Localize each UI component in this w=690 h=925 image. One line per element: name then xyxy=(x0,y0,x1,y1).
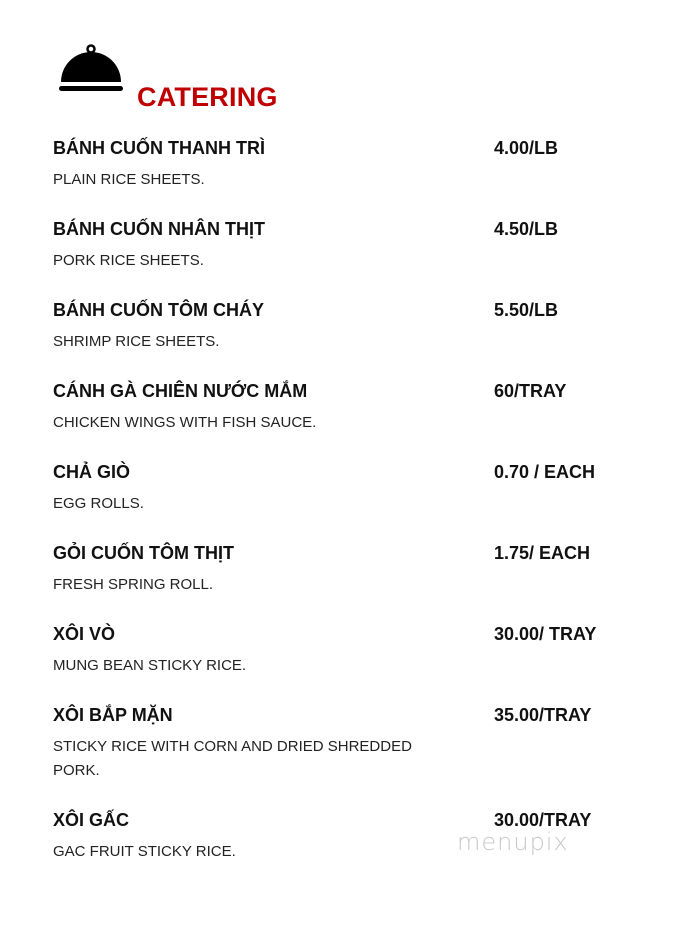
item-name: XÔI GẤC xyxy=(53,809,130,830)
item-description: PLAIN RICE SHEETS. xyxy=(53,171,205,188)
item-description: GAC FRUIT STICKY RICE. xyxy=(53,843,236,860)
menu-item xyxy=(53,290,653,371)
item-name: CHẢ GIÒ xyxy=(53,461,131,482)
item-price: 1.75/ EACH xyxy=(494,542,591,563)
item-name: BÁNH CUỐN NHÂN THỊT xyxy=(53,218,265,239)
item-description: STICKY RICE WITH CORN AND DRIED SHREDDED PORK. xyxy=(53,738,412,779)
item-description: FRESH SPRING ROLL. xyxy=(53,576,214,593)
item-name: BÁNH CUỐN THANH TRÌ xyxy=(53,137,265,158)
item-description: SHRIMP RICE SHEETS. xyxy=(53,333,220,350)
item-price: 0.70 / EACH xyxy=(494,461,596,482)
item-header xyxy=(53,371,653,411)
menu-item xyxy=(53,209,653,290)
item-description: PORK RICE SHEETS. xyxy=(53,252,204,269)
cloche-icon xyxy=(58,44,124,94)
item-price: 30.00/TRAY xyxy=(494,809,592,830)
item-price: 35.00/TRAY xyxy=(494,704,592,725)
menu-item xyxy=(53,695,653,800)
watermark: menupix xyxy=(457,828,569,856)
menu-item xyxy=(53,371,653,452)
item-name: CÁNH GÀ CHIÊN NƯỚC MẮM xyxy=(53,380,308,401)
item-name: XÔI VÒ xyxy=(53,623,116,644)
menu-item xyxy=(53,533,653,614)
item-name: GỎI CUỐN TÔM THỊT xyxy=(53,542,234,563)
menu-list xyxy=(53,128,653,881)
menu-item xyxy=(53,452,653,533)
item-name: BÁNH CUỐN TÔM CHÁY xyxy=(53,299,264,320)
item-header xyxy=(53,290,653,330)
item-header xyxy=(53,533,653,573)
item-header xyxy=(53,452,653,492)
item-price: 4.50/LB xyxy=(494,218,559,239)
item-description: EGG ROLLS. xyxy=(53,495,144,512)
menu-item xyxy=(53,614,653,695)
item-header xyxy=(53,128,653,168)
item-description: CHICKEN WINGS WITH FISH SAUCE. xyxy=(53,414,317,431)
item-name: XÔI BẮP MẶN xyxy=(53,704,173,725)
menu-item xyxy=(53,128,653,209)
item-price: 5.50/LB xyxy=(494,299,559,320)
item-header xyxy=(53,614,653,654)
item-price: 4.00/LB xyxy=(494,137,559,158)
item-header xyxy=(53,695,653,735)
item-price: 30.00/ TRAY xyxy=(494,623,597,644)
page-title: CATERING xyxy=(137,82,278,112)
item-description: MUNG BEAN STICKY RICE. xyxy=(53,657,247,674)
item-header xyxy=(53,209,653,249)
item-price: 60/TRAY xyxy=(494,380,567,401)
